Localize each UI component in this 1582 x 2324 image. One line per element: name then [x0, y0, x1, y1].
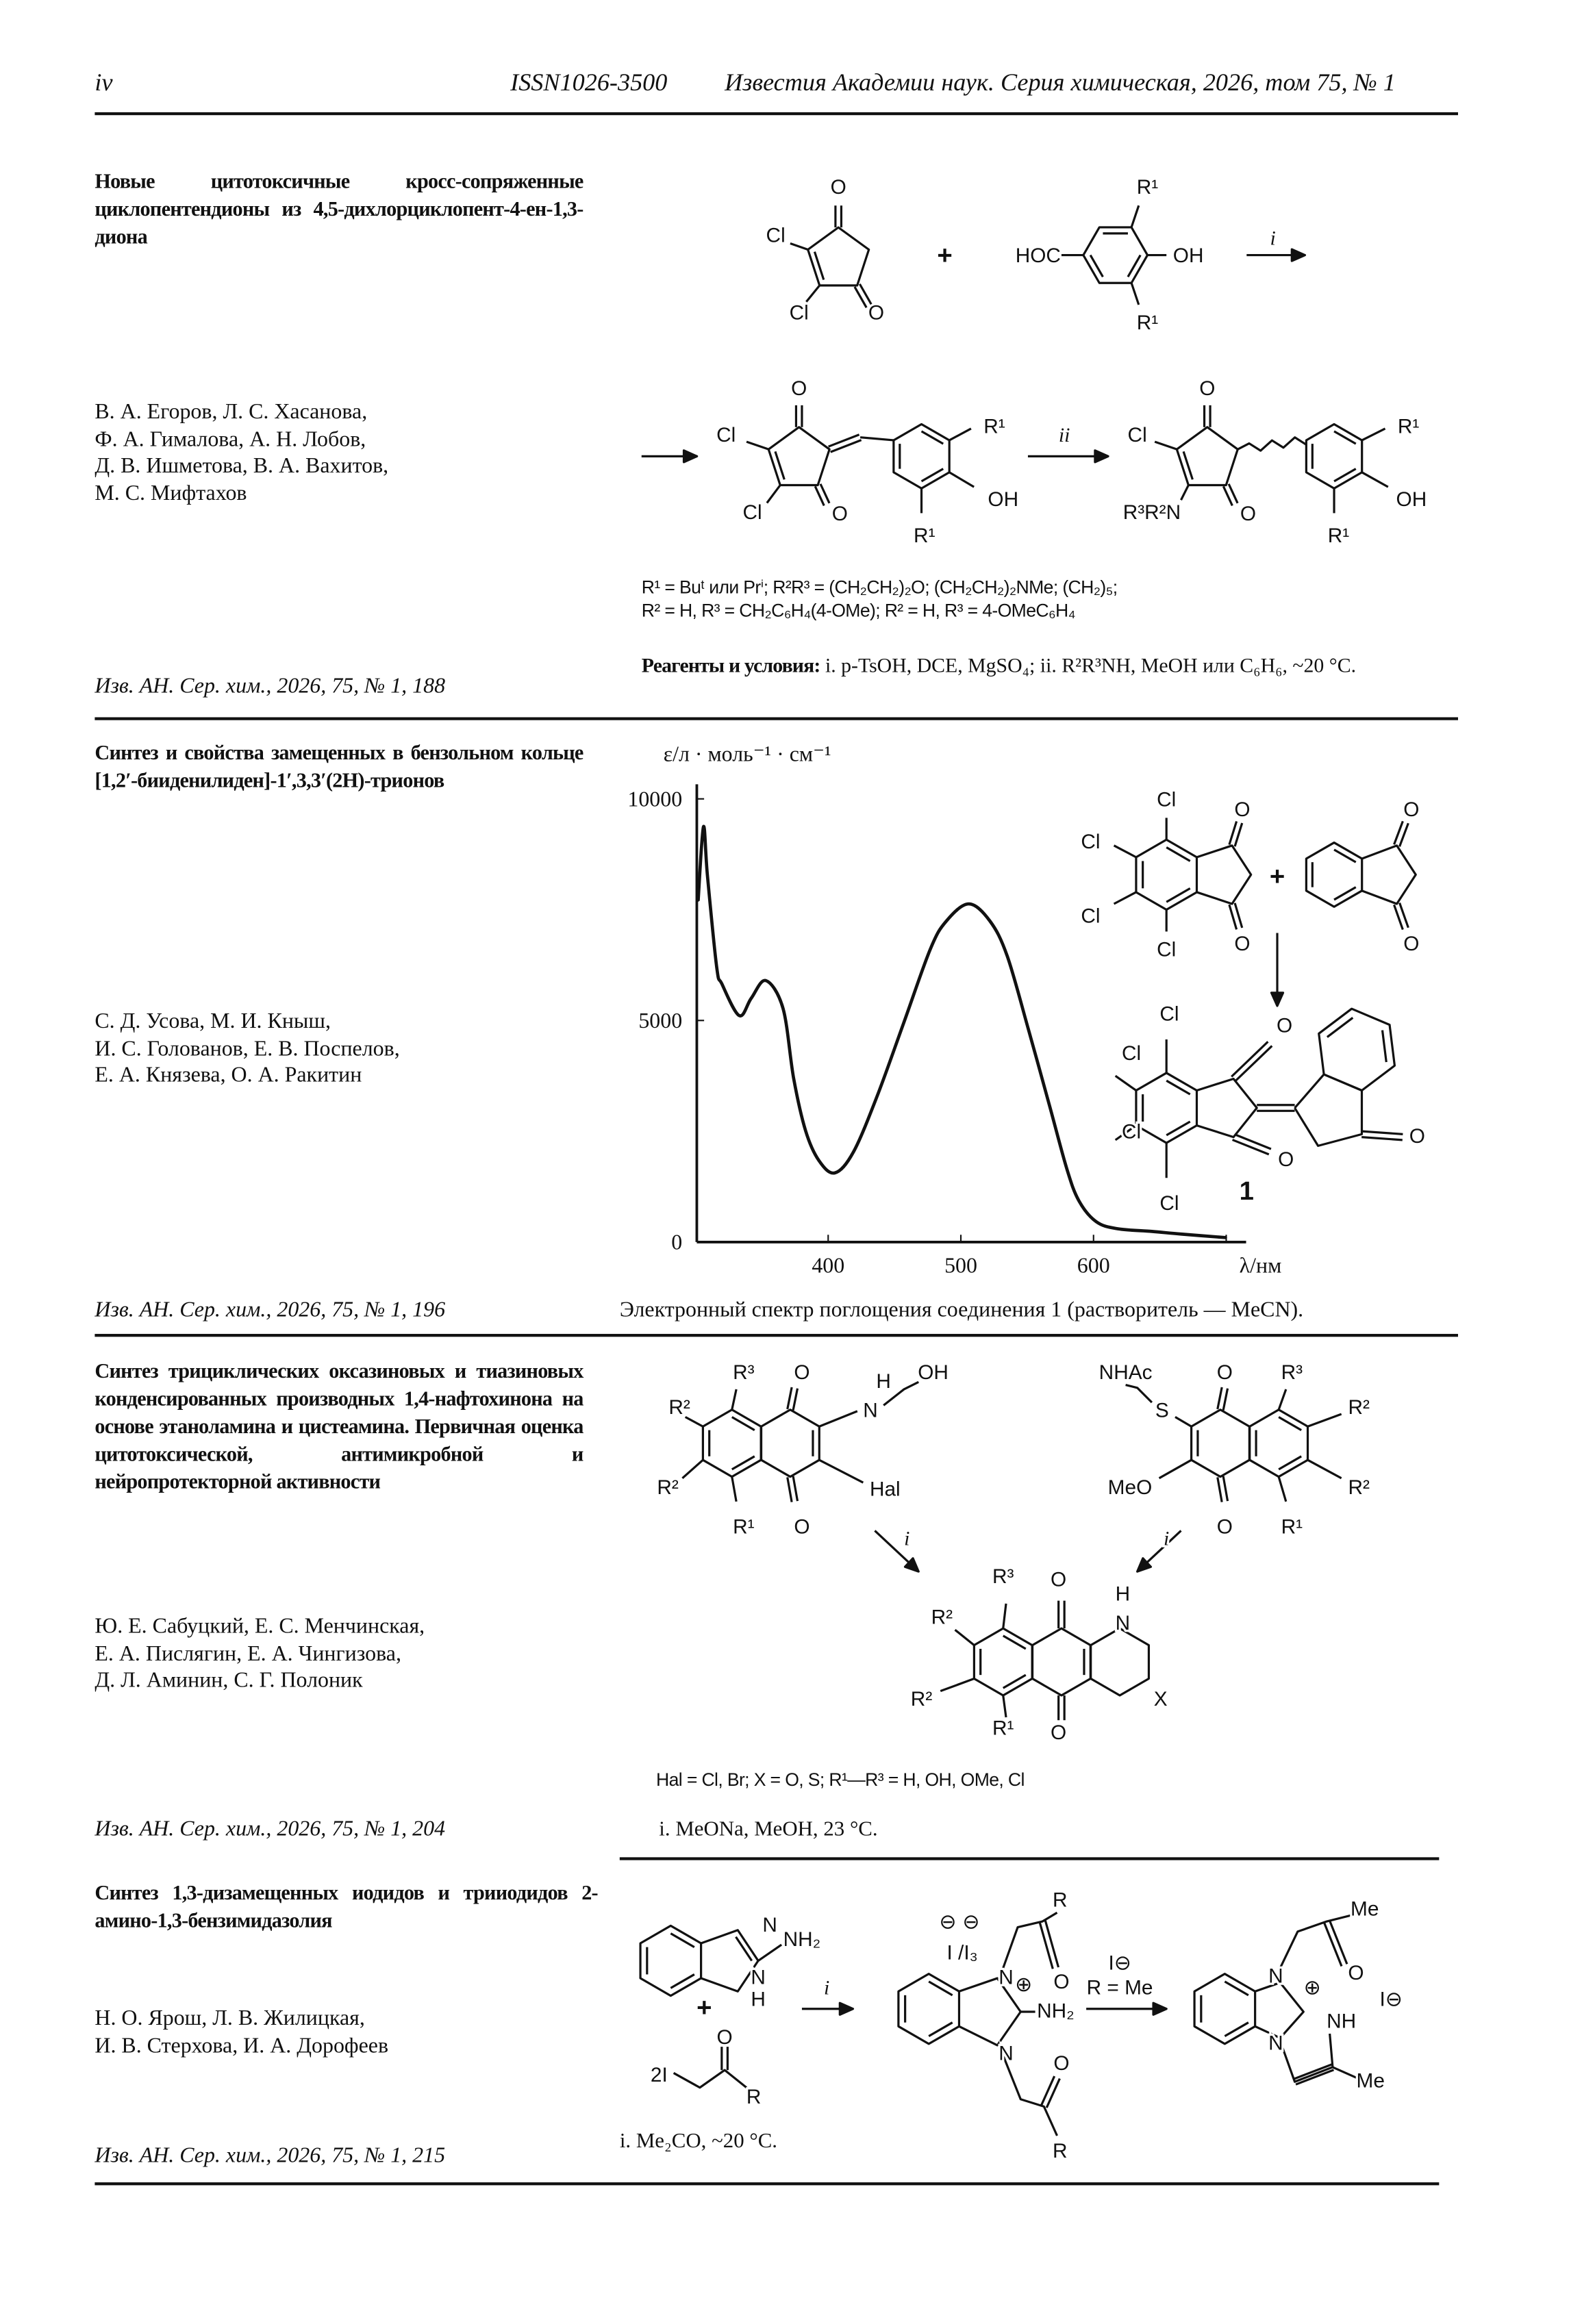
atom-label: X: [1153, 1687, 1168, 1710]
bond: [1279, 1389, 1286, 1410]
atom-label: Cl: [1157, 938, 1177, 961]
double-bond: [1334, 469, 1356, 481]
atom-label: O: [1409, 1125, 1425, 1148]
bond: [1218, 1477, 1222, 1502]
bond: [1159, 1460, 1192, 1478]
bond: [1218, 1387, 1222, 1409]
atom-label: ⊖: [962, 1910, 980, 1934]
issn: ISSN1026-3500: [510, 68, 668, 97]
bond: [1126, 1385, 1152, 1403]
atom-label: R¹: [1136, 176, 1159, 199]
bond: [806, 286, 819, 302]
double-bond: [1166, 1122, 1190, 1135]
author-line: Д. В. Ишметова, В. А. Вахитов,: [95, 455, 389, 479]
ring: [1306, 425, 1361, 489]
bond: [1362, 846, 1416, 904]
double-bond: [1327, 1018, 1353, 1037]
atom-label: Cl: [742, 501, 762, 524]
atom-label: I⊖: [1108, 1952, 1131, 1975]
atom-label: Cl: [766, 224, 786, 247]
article-citation: Изв. АН. Сер. хим., 2026, 75, № 1, 188: [95, 674, 446, 698]
atom-label: H: [1115, 1582, 1131, 1606]
atom-label: R³: [992, 1565, 1014, 1589]
ring: [1136, 839, 1197, 909]
atom-label: R: [1053, 2139, 1068, 2162]
bond: [732, 1389, 736, 1410]
double-bond: [1334, 850, 1356, 862]
ring: [1091, 1628, 1149, 1695]
atom-label: N: [1268, 1965, 1283, 1988]
atom-label: OH: [1172, 244, 1204, 268]
atom-label: Cl: [716, 424, 736, 447]
atom-label: R: [746, 2086, 762, 2109]
atom-label: 2I: [650, 2064, 668, 2087]
double-bond: [1166, 848, 1190, 861]
atom-label: O: [1278, 1148, 1294, 1172]
atom-label: R²: [668, 1396, 690, 1419]
double-bond: [732, 1456, 755, 1469]
double-bond: [670, 1974, 694, 1988]
author-line: Е. А. Князева, О. А. Ракитин: [95, 1064, 362, 1088]
ring: [1192, 1410, 1250, 1477]
bond: [1196, 846, 1251, 904]
atom-label: O: [1051, 1568, 1067, 1591]
bond: [1362, 429, 1385, 440]
double-bond: [929, 2023, 953, 2036]
atom-label: O: [716, 2025, 733, 2049]
atom-label: OH: [1396, 488, 1427, 511]
atom-label: Cl: [1127, 424, 1147, 447]
atom-label: R³: [1281, 1361, 1303, 1385]
bond: [1308, 1414, 1342, 1426]
atom-label: R¹: [914, 524, 936, 547]
bond: [1003, 2056, 1057, 2136]
ring: [1083, 227, 1148, 283]
bond: [819, 1411, 857, 1426]
atom-label: O: [1403, 933, 1420, 956]
atom-label: HOC: [1015, 244, 1061, 268]
atom-label: R²: [931, 1606, 953, 1629]
bond: [1155, 442, 1177, 449]
article-citation: Изв. АН. Сер. хим., 2026, 75, № 1, 196: [95, 1298, 446, 1323]
atom-label: R = Me: [1086, 1976, 1153, 1999]
bond: [955, 1630, 974, 1645]
reagents-text: i. p-TsOH, DCE, MgSO₄; ii. R²R³NH, MeOH или C₆H₆, ~20 °C.: [820, 656, 1357, 678]
atom-label: R²: [910, 1687, 933, 1710]
ring: [1194, 1974, 1255, 2044]
atom-label: O: [1403, 798, 1420, 822]
bond: [758, 1945, 781, 1960]
double-bond: [1334, 431, 1356, 444]
atom-label: O: [1216, 1515, 1233, 1539]
ring: [899, 1974, 959, 2044]
article-title: Синтез 1,3-дизамещенных иодидов и трииодидов 2-амино-1,3-бензимидазолия: [95, 1882, 598, 1934]
atom-label: ⊖: [939, 1910, 957, 1934]
atom-label: O: [794, 1361, 810, 1385]
bond: [1046, 2079, 1059, 2108]
atom-label: NH₂: [1037, 1999, 1075, 2023]
atom-label: O: [830, 176, 846, 199]
double-bond: [1166, 888, 1190, 902]
atom-label: Cl: [1081, 905, 1101, 928]
atom-label: O: [868, 301, 885, 325]
bond: [793, 1389, 797, 1411]
atom-label: Cl: [1157, 788, 1177, 811]
double-bond: [1166, 1081, 1190, 1094]
wavy-bond: [1238, 438, 1306, 451]
arrowhead: [1153, 2003, 1166, 2014]
bond: [1181, 485, 1188, 501]
bond: [1361, 1137, 1403, 1140]
atom-label: R¹: [1136, 312, 1159, 335]
atom-label: N: [751, 1966, 766, 1989]
atom-label: Cl: [1159, 1002, 1179, 1026]
atom-label: O: [791, 377, 807, 400]
atom-label: R¹: [1327, 524, 1350, 547]
atom-label: 1: [1239, 1176, 1254, 1207]
bond: [1114, 892, 1136, 904]
atom-label: S: [1155, 1399, 1169, 1422]
atom-label: Cl: [789, 301, 809, 325]
double-bond: [1334, 887, 1356, 900]
figure-caption: Электронный спектр поглощения соединения 1 (растворитель — MeCN).: [619, 1298, 1304, 1323]
bond: [1233, 1140, 1269, 1154]
author-line: Ф. А. Гималова, А. Н. Лобов,: [95, 427, 366, 451]
article-citation: Изв. АН. Сер. хим., 2026, 75, № 1, 215: [95, 2144, 446, 2168]
double-bond: [1279, 1417, 1301, 1430]
atom-label: N: [863, 1399, 878, 1422]
bond: [1223, 1389, 1227, 1411]
double-bond: [1003, 1675, 1026, 1688]
bond: [940, 1679, 974, 1691]
atom-label: O: [1053, 1970, 1070, 1993]
ring: [1033, 1628, 1091, 1695]
y-tick-label: 10000: [627, 787, 683, 811]
bond: [1131, 283, 1139, 305]
bond: [1235, 1046, 1272, 1081]
atom-label: O: [1348, 1962, 1364, 1985]
reagents: i. MeONa, MeOH, 23 °C.: [659, 1817, 878, 1841]
author-line: И. С. Голованов, Е. В. Поспелов,: [95, 1037, 400, 1061]
bond: [831, 440, 862, 452]
atom-label: O: [1051, 1721, 1067, 1744]
double-bond: [922, 431, 944, 444]
double-bond: [1382, 1031, 1386, 1063]
author-line: Е. А. Пислягин, Е. А. Чингизова,: [95, 1642, 401, 1666]
atom-label: OH: [988, 488, 1019, 511]
atom-label: O: [1199, 377, 1216, 400]
bond: [732, 1477, 736, 1502]
atom-label: NH₂: [783, 1928, 821, 1952]
bond: [1308, 1460, 1342, 1478]
atom-label: H: [751, 1988, 766, 2011]
bond: [790, 244, 808, 250]
atom-label: N: [999, 2042, 1014, 2065]
atom-label: i: [904, 1527, 910, 1550]
atom-label: O: [794, 1515, 810, 1539]
atom-label: OH: [918, 1361, 949, 1385]
atom-label: O: [1234, 933, 1251, 956]
atom-label: ii: [1058, 424, 1070, 447]
atom-label: R¹: [992, 1717, 1014, 1740]
bond: [1235, 1135, 1271, 1149]
x-tick-label: 400: [812, 1253, 845, 1278]
double-bond: [732, 1417, 755, 1430]
y-tick-label: 5000: [638, 1008, 683, 1033]
atom-label: i: [1270, 227, 1276, 250]
atom-label: R¹: [1397, 415, 1420, 438]
atom-label: R¹: [983, 415, 1005, 438]
arrowhead: [1271, 993, 1283, 1006]
atom-label: NHAc: [1098, 1361, 1153, 1385]
double-bond: [670, 1934, 694, 1947]
bond: [788, 1477, 792, 1502]
bond: [1231, 1041, 1268, 1076]
double-bond: [1225, 2023, 1248, 2036]
atom-label: R³: [733, 1361, 755, 1385]
article-title: Синтез трициклических оксазиновых и тиазиновых конденсированных производных 1,4-нафтохинона на основе этаноламина и цистеамина. Первичная оценка цитотоксической, антимикробной и нейропротекторной активности: [95, 1360, 583, 1495]
article-title: Новые цитотоксичные кросс-сопряженные циклопентендионы из 4,5-дихлорциклопент-4-ен-1,3-диона: [95, 170, 583, 250]
y-axis-label: ε/л · моль⁻¹ · см⁻¹: [663, 742, 831, 766]
scheme-note: R¹ = Buᵗ или Prⁱ; R²R³ = (CH₂CH₂)₂O; (CH₂CH₂)₂NMe; (CH₂)₅;: [641, 577, 1118, 598]
bond: [1045, 1921, 1058, 1967]
atom-label: Me: [1356, 2069, 1385, 2093]
atom-label: R¹: [733, 1515, 755, 1539]
atom-label: R: [1053, 1889, 1068, 1912]
atom-label: R³R²N: [1122, 501, 1181, 524]
double-bond: [1225, 1982, 1248, 1995]
ring: [640, 1925, 701, 1995]
ring: [703, 1410, 761, 1477]
reagents: i. Me₂CO, ~20 °C.: [619, 2130, 778, 2154]
atom-label: O: [1053, 2052, 1070, 2075]
ring: [1136, 1073, 1197, 1143]
ring: [974, 1628, 1032, 1695]
double-bond: [922, 469, 944, 481]
ring: [762, 1410, 820, 1477]
atom-label: O: [1216, 1361, 1233, 1385]
atom-label: R²: [1348, 1396, 1370, 1419]
atom-label: Cl: [1081, 831, 1101, 854]
atom-label: N: [762, 1913, 777, 1936]
x-axis-label: λ/нм: [1239, 1253, 1282, 1278]
atom-label: Cl: [1122, 1120, 1142, 1144]
atom-label: +: [937, 240, 953, 270]
bond: [1041, 2076, 1054, 2106]
author-line: М. С. Мифтахов: [95, 481, 247, 505]
page-number: iv: [95, 68, 113, 97]
ring: [1319, 1009, 1395, 1090]
bond: [788, 1387, 792, 1409]
bond: [674, 2070, 746, 2088]
atom-label: ⊕: [1303, 1976, 1321, 1999]
bond: [860, 438, 894, 440]
article-title: Синтез и свойства замещенных в бензольном кольце [1,2′-бииденилиден]-1′,3,3′(2H)-трионов: [95, 742, 583, 794]
bond: [1003, 1695, 1006, 1717]
author-line: Ю. Е. Сабуцкий, Е. С. Менчинская,: [95, 1615, 425, 1639]
author-line: В. А. Егоров, Л. С. Хасанова,: [95, 401, 368, 425]
atom-label: N: [999, 1966, 1014, 1989]
atom-label: R²: [1348, 1476, 1370, 1500]
bond: [1003, 1912, 1057, 1968]
bond: [746, 442, 768, 449]
bond: [1003, 1604, 1006, 1628]
arrowhead: [1292, 249, 1305, 261]
double-bond: [1090, 255, 1103, 277]
x-tick-label: 500: [944, 1253, 977, 1278]
scheme-note: R² = H, R³ = CH₂C₆H₄(4-OMe); R² = H, R³ = 4-OMeC₆H₄: [641, 601, 1075, 621]
bond: [1131, 205, 1139, 227]
double-bond: [1003, 1636, 1026, 1649]
ring: [894, 425, 949, 489]
ring: [1306, 843, 1361, 907]
atom-label: H: [876, 1369, 891, 1393]
bond: [793, 1476, 797, 1501]
ring: [1250, 1410, 1308, 1477]
atom-label: O: [831, 503, 848, 526]
atom-label: i: [824, 1976, 830, 1999]
double-bond: [1128, 255, 1140, 277]
atom-label: R¹: [1281, 1515, 1303, 1539]
scheme-note: Hal = Cl, Br; X = O, S; R¹—R³ = H, OH, OMe, Cl: [656, 1769, 1025, 1791]
bond: [949, 472, 974, 487]
reagents-label: Реагенты и условия:: [641, 656, 820, 678]
bond: [1175, 1417, 1192, 1426]
bond: [1333, 2067, 1359, 2079]
atom-label: I⊖: [1379, 1988, 1403, 2011]
bond: [1040, 1922, 1053, 1969]
atom-label: O: [1277, 1014, 1293, 1037]
atom-label: +: [696, 1993, 712, 2023]
x-tick-label: 600: [1077, 1253, 1110, 1278]
author-line: Д. Л. Аминин, С. Г. Полоник: [95, 1669, 363, 1693]
bond: [1279, 1477, 1286, 1502]
author-line: Н. О. Ярош, Л. В. Жилицкая,: [95, 2007, 365, 2031]
author-line: И. В. Стерхова, И. А. Дорофеев: [95, 2034, 389, 2058]
bond: [682, 1460, 703, 1478]
bond: [1196, 1078, 1257, 1137]
bond: [949, 429, 971, 440]
bond: [855, 287, 866, 307]
atom-label: O: [1234, 798, 1251, 822]
atom-label: i: [1164, 1527, 1170, 1550]
y-tick-label: 0: [671, 1230, 683, 1254]
arrowhead: [840, 2003, 853, 2014]
bond: [829, 435, 859, 446]
bond: [767, 485, 780, 503]
bond: [819, 1460, 863, 1482]
atom-label: NH: [1327, 2010, 1357, 2033]
bond: [1116, 1076, 1136, 1090]
author-line: С. Д. Усова, М. И. Кныш,: [95, 1010, 331, 1034]
article-citation: Изв. АН. Сер. хим., 2026, 75, № 1, 204: [95, 1817, 446, 1841]
atom-label: O: [1240, 503, 1257, 526]
atom-label: Me: [1351, 1897, 1379, 1921]
bond: [1114, 846, 1136, 857]
atom-label: Cl: [1122, 1041, 1142, 1065]
bond: [1362, 472, 1388, 487]
atom-label: +: [1269, 861, 1285, 892]
bond: [1362, 1131, 1403, 1134]
double-bond: [929, 1982, 953, 1995]
atom-label: N: [1115, 1612, 1131, 1635]
bond: [1255, 1982, 1304, 2038]
atom-label: MeO: [1107, 1476, 1153, 1500]
atom-label: I /I₃: [946, 1941, 978, 1965]
atom-label: ⊕: [1015, 1973, 1033, 1997]
double-bond: [1279, 1456, 1301, 1469]
bond: [701, 1930, 758, 1991]
journal-title: Известия Академии наук. Серия химическая, 2026, том 75, № 1: [725, 68, 1396, 97]
arrowhead: [684, 451, 697, 462]
atom-label: Hal: [869, 1478, 901, 1501]
atom-label: N: [1268, 2032, 1283, 2055]
atom-label: R²: [657, 1476, 679, 1500]
atom-label: Cl: [1159, 1192, 1179, 1215]
arrowhead: [1095, 451, 1108, 462]
bond: [1223, 1476, 1227, 1501]
